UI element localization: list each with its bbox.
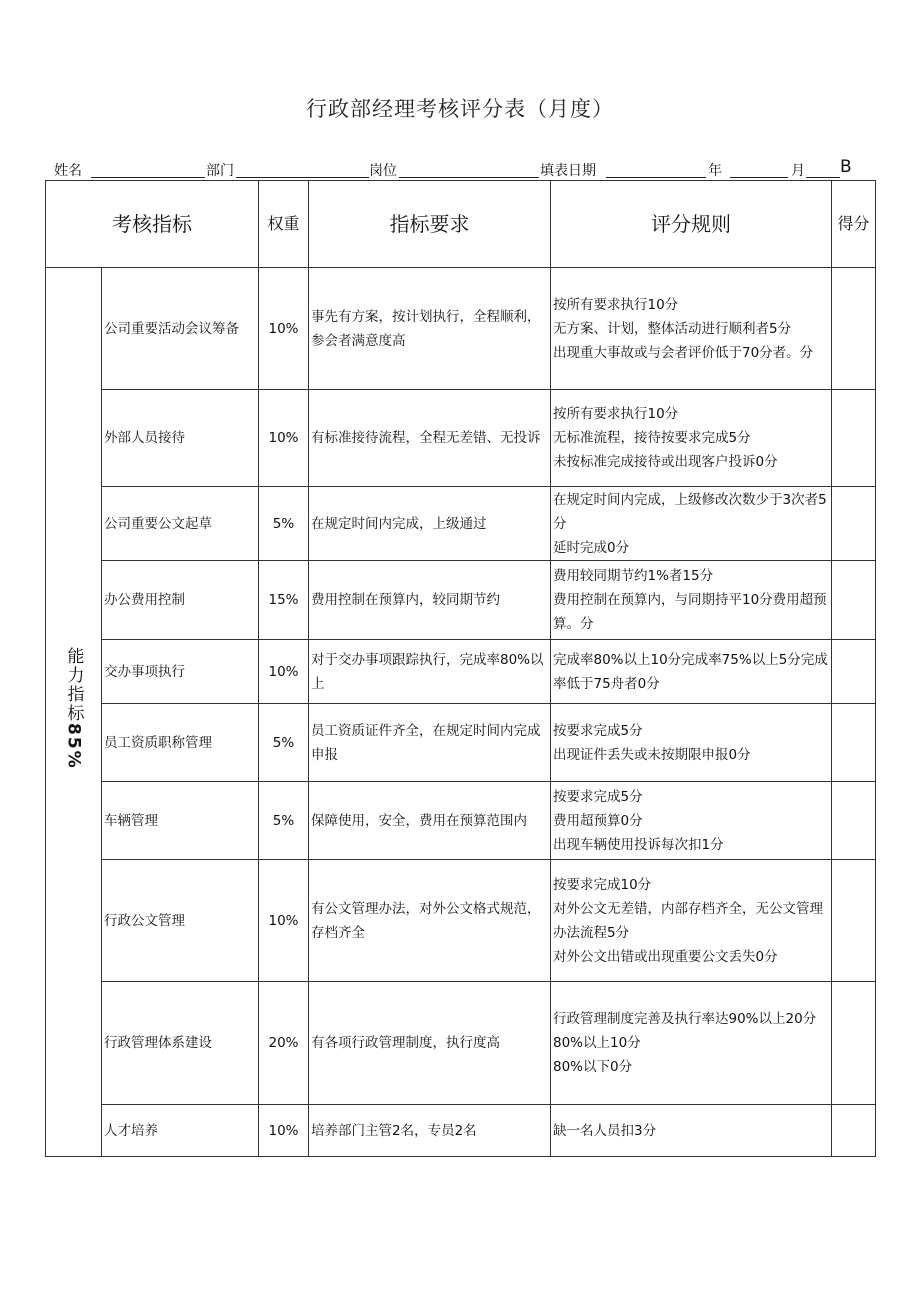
- table-row: [46, 982, 876, 1105]
- category-label: [62, 647, 86, 770]
- year-label: 年: [708, 163, 722, 179]
- rule-line: 无标准流程，接待按要求完成5分: [553, 430, 751, 446]
- weight-cell: 5%: [259, 487, 309, 561]
- header-rule: 评分规则: [551, 181, 832, 268]
- table-row: [46, 1105, 876, 1157]
- rule-line: 费用较同期节约1%者15分: [553, 568, 714, 584]
- position-field[interactable]: [399, 177, 539, 178]
- rule-line: 出现车辆使用投诉每次扣1分: [553, 836, 724, 853]
- rule-cell: [551, 640, 832, 704]
- requirement-cell: 费用控制在预算内，较同期节约: [309, 561, 551, 640]
- name-field[interactable]: [91, 177, 205, 178]
- rule-line: 行政管理制度完善及执行率达90%以上20分: [553, 1011, 817, 1027]
- weight-cell: 10%: [259, 640, 309, 704]
- rule-cell: [551, 1105, 832, 1157]
- score-cell[interactable]: [832, 390, 876, 487]
- table-row: [46, 860, 876, 982]
- header-row: [46, 181, 876, 268]
- rule-cell: [551, 268, 832, 390]
- month-label: 月: [791, 163, 805, 179]
- score-cell[interactable]: [832, 982, 876, 1105]
- indicator-name: 车辆管理: [102, 782, 259, 860]
- requirement-cell: 员工资质证件齐全，在规定时间内完成申报: [309, 704, 551, 782]
- rule-line: 80%以下0分: [553, 1059, 633, 1075]
- indicator-name: 行政公文管理: [102, 860, 259, 982]
- rule-line: 按要求完成5分: [553, 788, 643, 805]
- weight-cell: 10%: [259, 1105, 309, 1157]
- rule-line: 出现证件丢失或未按期限申报0分: [553, 746, 751, 763]
- score-cell[interactable]: [832, 487, 876, 561]
- header-requirement: 指标要求: [309, 181, 551, 268]
- rule-line: 延时完成0分: [553, 539, 630, 556]
- score-cell[interactable]: [832, 561, 876, 640]
- header-indicator: 考核指标: [46, 181, 259, 268]
- score-cell[interactable]: [832, 860, 876, 982]
- rule-cell: [551, 561, 832, 640]
- rule-line: 费用超预算0分: [553, 812, 643, 829]
- rule-line: 完成率80%以上10分完成率75%以上5分完成率低于75舟者0分: [553, 651, 828, 692]
- table-row: [46, 487, 876, 561]
- date-label: 填表日期: [540, 163, 596, 179]
- weight-cell: 10%: [259, 390, 309, 487]
- header-weight: 权重: [259, 181, 309, 268]
- rule-cell: [551, 390, 832, 487]
- table-row: [46, 640, 876, 704]
- indicator-name: 员工资质职称管理: [102, 704, 259, 782]
- date-year-field[interactable]: [606, 177, 706, 178]
- rule-cell: [551, 982, 832, 1105]
- rule-line: 费用控制在预算内，与同期持平10分费用超预算。分: [553, 592, 827, 632]
- indicator-name: 公司重要活动会议筹备: [102, 268, 259, 390]
- score-cell[interactable]: [832, 268, 876, 390]
- weight-cell: 10%: [259, 268, 309, 390]
- indicator-name: 外部人员接待: [102, 390, 259, 487]
- score-cell[interactable]: [832, 640, 876, 704]
- name-label: 姓名: [54, 163, 82, 179]
- weight-cell: 20%: [259, 982, 309, 1105]
- rule-line: 缺一名人员扣3分: [553, 1122, 657, 1139]
- score-cell[interactable]: [832, 782, 876, 860]
- rule-line: 80%以上10分: [553, 1035, 641, 1051]
- indicator-name: 办公费用控制: [102, 561, 259, 640]
- rule-line: 按要求完成10分: [553, 876, 652, 893]
- indicator-name: 交办事项执行: [102, 640, 259, 704]
- table-row: [46, 390, 876, 487]
- rule-cell: [551, 487, 832, 561]
- rule-line: 出现重大事故或与会者评价低于70分者。分: [553, 344, 814, 361]
- weight-cell: 5%: [259, 782, 309, 860]
- rule-line: 对外公文出错或出现重要公文丢失0分: [553, 948, 778, 965]
- category-cell: [46, 268, 102, 1157]
- indicator-name: 行政管理体系建设: [102, 982, 259, 1105]
- rule-cell: [551, 782, 832, 860]
- rule-cell: [551, 860, 832, 982]
- dept-field[interactable]: [236, 177, 369, 178]
- rule-line: 未按标准完成接待或出现客户投诉0分: [553, 454, 778, 470]
- rule-line: 对外公文无差错，内部存档齐全，无公文管理办法流程5分: [553, 900, 823, 941]
- grade-field[interactable]: [806, 177, 840, 178]
- requirement-cell: 保障使用，安全，费用在预算范围内: [309, 782, 551, 860]
- header-score: 得分: [832, 181, 876, 268]
- category-name: 能力指标: [63, 646, 84, 723]
- category-percent: 85%: [63, 722, 84, 770]
- table-row: [46, 704, 876, 782]
- rule-line: 按要求完成5分: [553, 722, 643, 739]
- rule-cell: [551, 704, 832, 782]
- table-row: [46, 268, 876, 390]
- requirement-cell: 事先有方案，按计划执行，全程顺利，参会者满意度高: [309, 268, 551, 390]
- requirement-cell: 有公文管理办法，对外公文格式规范，存档齐全: [309, 860, 551, 982]
- rule-line: 按所有要求执行10分: [553, 296, 679, 313]
- requirement-cell: 对于交办事项跟踪执行，完成率80%以上: [309, 640, 551, 704]
- page-title: 行政部经理考核评分表（月度）: [306, 97, 614, 121]
- rule-line: 按所有要求执行10分: [553, 406, 679, 422]
- weight-cell: 5%: [259, 704, 309, 782]
- score-cell[interactable]: [832, 704, 876, 782]
- date-month-field[interactable]: [730, 177, 788, 178]
- rule-line: 在规定时间内完成，上级修改次数少于3次者5分: [553, 491, 827, 532]
- weight-cell: 10%: [259, 860, 309, 982]
- requirement-cell: 有标准接待流程，全程无差错、无投诉: [309, 390, 551, 487]
- rule-line: 无方案、计划，整体活动进行顺利者5分: [553, 320, 792, 337]
- assessment-table: [45, 180, 876, 1157]
- score-cell[interactable]: [832, 1105, 876, 1157]
- dept-label: 部门: [206, 163, 234, 179]
- table-row: [46, 782, 876, 860]
- indicator-name: 公司重要公文起草: [102, 487, 259, 561]
- requirement-cell: 培养部门主管2名，专员2名: [309, 1105, 551, 1157]
- indicator-name: 人才培养: [102, 1105, 259, 1157]
- requirement-cell: 在规定时间内完成，上级通过: [309, 487, 551, 561]
- table-row: [46, 561, 876, 640]
- requirement-cell: 有各项行政管理制度，执行度高: [309, 982, 551, 1105]
- grade-mark: B: [840, 157, 852, 177]
- weight-cell: 15%: [259, 561, 309, 640]
- position-label: 岗位: [369, 163, 397, 179]
